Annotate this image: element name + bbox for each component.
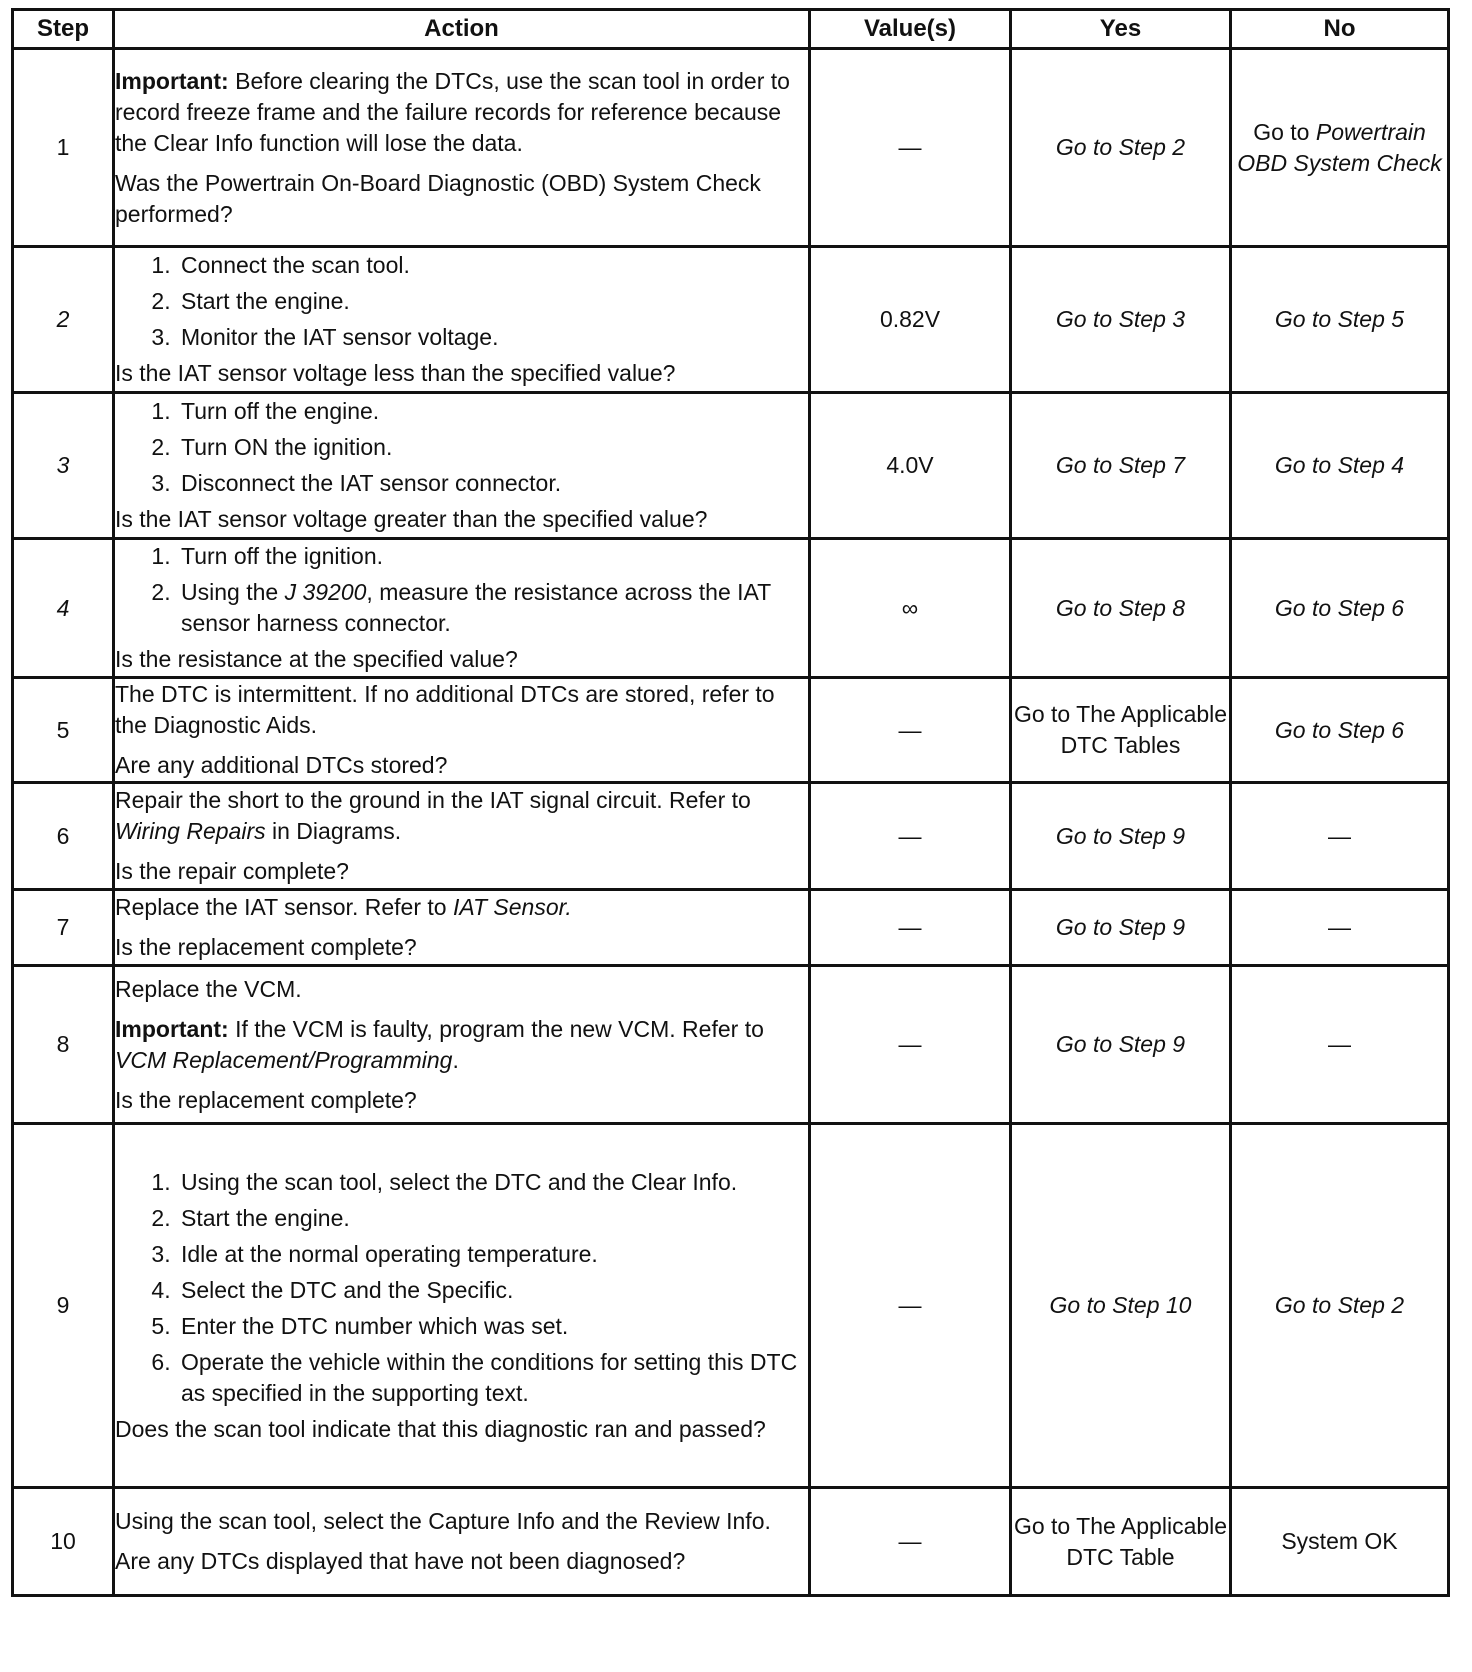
- action-cell: [114, 539, 810, 678]
- header-action: Action: [114, 10, 810, 49]
- list-item: 1. Turn off the ignition.: [177, 541, 808, 572]
- question-text: Was the Powertrain On-Board Diagnostic (OBD) System Check performed?: [115, 169, 761, 227]
- action-cell: [114, 1488, 810, 1596]
- action-cell: [114, 247, 810, 393]
- question-text: Is the IAT sensor voltage less than the specified value?: [115, 360, 676, 386]
- table-row: [13, 247, 1449, 393]
- important-end: .: [452, 1046, 459, 1073]
- header-step: Step: [13, 10, 114, 49]
- procedure-list: [115, 1167, 808, 1409]
- action-text-part: in Diagrams.: [265, 818, 402, 844]
- procedure-list: [115, 250, 808, 353]
- step-number: 7: [13, 890, 114, 966]
- yes-cell: Go to Step 10: [1011, 1124, 1231, 1488]
- no-cell: —: [1231, 890, 1449, 966]
- table-row: [13, 1488, 1449, 1596]
- yes-cell: Go to The Applicable DTC Table: [1011, 1488, 1231, 1596]
- action-text-part: Repair the short to the ground in the IAT signal circuit. Refer to: [115, 787, 751, 813]
- question-text: Are any DTCs displayed that have not been diagnosed?: [115, 1548, 686, 1574]
- item-text: , measure the resistance across the IAT sensor harness connector.: [181, 579, 771, 636]
- value-cell: —: [810, 1488, 1011, 1596]
- value-cell: —: [810, 49, 1011, 247]
- yes-cell: Go to Step 9: [1011, 966, 1231, 1124]
- question-text: Does the scan tool indicate that this diagnostic ran and passed?: [115, 1415, 766, 1442]
- table-row: [13, 783, 1449, 890]
- step-number: 5: [13, 678, 114, 783]
- step-number: 8: [13, 966, 114, 1124]
- header-no: No: [1231, 10, 1449, 49]
- list-item: 2. Start the engine.: [177, 286, 808, 317]
- value-cell: ∞: [810, 539, 1011, 678]
- action-text: Using the scan tool, select the Capture Info and the Review Info.: [115, 1508, 771, 1534]
- list-item: 2. Turn ON the ignition.: [177, 432, 808, 463]
- diagnostic-table: [11, 8, 1450, 1597]
- no-cell: —: [1231, 783, 1449, 890]
- yes-cell: Go to Step 9: [1011, 783, 1231, 890]
- list-item: 3. Disconnect the IAT sensor connector.: [177, 468, 808, 499]
- reference-link: IAT Sensor.: [452, 894, 572, 920]
- yes-cell: Go to Step 9: [1011, 890, 1231, 966]
- action-cell: [114, 890, 810, 966]
- important-text: If the VCM is faulty, program the new VCM. Refer to: [228, 1015, 764, 1042]
- action-cell: [114, 966, 810, 1124]
- no-prefix: Go to: [1253, 118, 1316, 145]
- list-item: 4. Select the DTC and the Specific.: [177, 1275, 808, 1306]
- action-text: [115, 892, 808, 923]
- no-cell: Go to Step 6: [1231, 678, 1449, 783]
- table-row: [13, 890, 1449, 966]
- yes-cell: Go to Step 3: [1011, 247, 1231, 393]
- header-values: Value(s): [810, 10, 1011, 49]
- table-row: [13, 1124, 1449, 1488]
- action-cell: [114, 783, 810, 890]
- value-cell: —: [810, 783, 1011, 890]
- action-text: The DTC is intermittent. If no additional DTCs are stored, refer to the Diagnostic Aids.: [115, 681, 775, 738]
- action-text: Replace the VCM.: [115, 975, 302, 1002]
- step-number: 2: [13, 247, 114, 393]
- step-number: 6: [13, 783, 114, 890]
- value-cell: —: [810, 890, 1011, 966]
- list-item: 1. Using the scan tool, select the DTC and the Clear Info.: [177, 1167, 808, 1198]
- action-text-part: Replace the IAT sensor. Refer to: [115, 894, 453, 920]
- item-text: Using the: [181, 579, 285, 605]
- table-row: [13, 539, 1449, 678]
- value-cell: —: [810, 966, 1011, 1124]
- yes-cell: Go to Step 7: [1011, 393, 1231, 539]
- step-number: 1: [13, 49, 114, 247]
- list-item: 1. Connect the scan tool.: [177, 250, 808, 281]
- action-cell: [114, 678, 810, 783]
- question-text: Is the replacement complete?: [115, 934, 417, 960]
- no-cell: [1231, 49, 1449, 247]
- important-text: Before clearing the DTCs, use the scan tool in order to record freeze frame and the failure records for reference because the Clear Info function will lose the data.: [115, 67, 790, 156]
- question-text: Are any additional DTCs stored?: [115, 752, 448, 778]
- header-yes: Yes: [1011, 10, 1231, 49]
- value-cell: —: [810, 1124, 1011, 1488]
- no-cell: Go to Step 4: [1231, 393, 1449, 539]
- tool-reference: J 39200: [284, 579, 367, 605]
- table-row: [13, 393, 1449, 539]
- list-item: 2. Start the engine.: [177, 1203, 808, 1234]
- yes-cell: Go to The Applicable DTC Tables: [1011, 678, 1231, 783]
- no-cell: Go to Step 5: [1231, 247, 1449, 393]
- question-text: Is the replacement complete?: [115, 1086, 417, 1113]
- list-item: [177, 577, 808, 639]
- procedure-list: [115, 541, 808, 639]
- list-item: 5. Enter the DTC number which was set.: [177, 1311, 808, 1342]
- table-row: [13, 966, 1449, 1124]
- no-cell: System OK: [1231, 1488, 1449, 1596]
- list-item: 6. Operate the vehicle within the conditions for setting this DTC as specified in the supporting text.: [177, 1347, 808, 1409]
- yes-cell: Go to Step 2: [1011, 49, 1231, 247]
- action-cell: [114, 49, 810, 247]
- step-number: 9: [13, 1124, 114, 1488]
- no-cell: Go to Step 2: [1231, 1124, 1449, 1488]
- reference-link: Wiring Repairs: [115, 818, 266, 844]
- no-cell: —: [1231, 966, 1449, 1124]
- question-text: Is the resistance at the specified value?: [115, 646, 518, 672]
- yes-cell: Go to Step 8: [1011, 539, 1231, 678]
- step-number: 10: [13, 1488, 114, 1596]
- value-cell: 0.82V: [810, 247, 1011, 393]
- no-cell: Go to Step 6: [1231, 539, 1449, 678]
- value-cell: 4.0V: [810, 393, 1011, 539]
- important-note: [115, 1014, 808, 1076]
- question-text: Is the IAT sensor voltage greater than the specified value?: [115, 506, 708, 532]
- reference-link: VCM Replacement/Programming: [115, 1046, 453, 1073]
- action-cell: [114, 393, 810, 539]
- list-item: 1. Turn off the engine.: [177, 396, 808, 427]
- important-note: [115, 66, 808, 159]
- table-row: [13, 49, 1449, 247]
- step-number: 3: [13, 393, 114, 539]
- step-number: 4: [13, 539, 114, 678]
- question-text: Is the repair complete?: [115, 858, 349, 884]
- list-item: 3. Monitor the IAT sensor voltage.: [177, 322, 808, 353]
- important-label: Important:: [115, 1015, 229, 1042]
- value-cell: —: [810, 678, 1011, 783]
- action-cell: [114, 1124, 810, 1488]
- no-link: Powertrain OBD System Check: [1237, 118, 1442, 176]
- header-row: [13, 10, 1449, 49]
- list-item: 3. Idle at the normal operating temperature.: [177, 1239, 808, 1270]
- action-text: [115, 785, 808, 847]
- procedure-list: [115, 396, 808, 499]
- table-row: [13, 678, 1449, 783]
- important-label: Important:: [115, 67, 229, 94]
